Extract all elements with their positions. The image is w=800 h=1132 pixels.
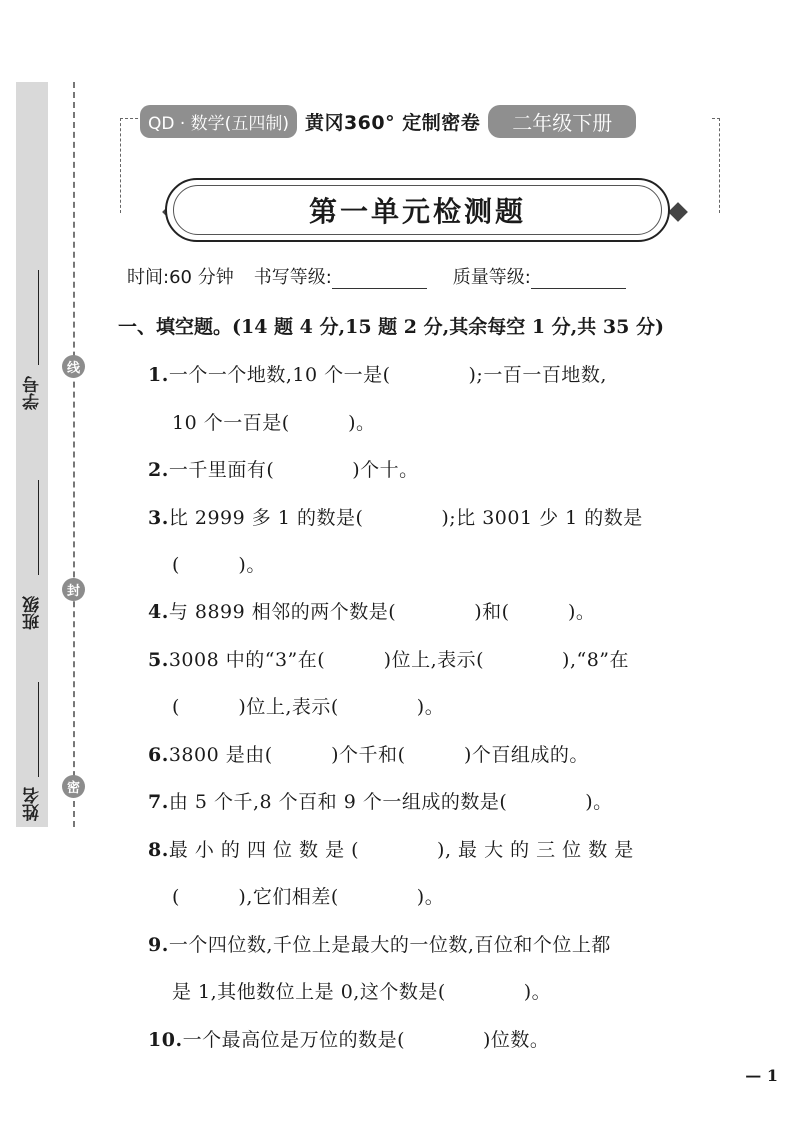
question-8 [148,835,634,862]
question-text: 比 2999 多 1 的数是( );比 3001 少 1 的数是 [168,507,643,529]
question-number: 2. [148,459,169,481]
question-text: 与 8899 相邻的两个数是( )和( )。 [168,601,596,623]
name-field[interactable] [16,682,48,827]
class-underline [38,480,39,575]
question-10 [148,1025,549,1052]
student-id-field[interactable] [16,270,48,410]
grade-pill: 二年级下册 [488,105,636,138]
question-number: 8. [148,839,169,861]
question-6 [148,740,589,767]
question-7 [148,787,613,814]
question-9 [148,930,611,957]
question-text: 由 5 个千,8 个百和 9 个一组成的数是( )。 [168,791,613,813]
question-1 [148,360,607,387]
writing-grade-blank[interactable] [332,267,427,289]
section-heading: 一、填空题。(14 题 4 分,15 题 2 分,其余每空 1 分,共 35 分) [118,316,664,338]
name-label: 姓名 [22,787,43,821]
name-underline [38,682,39,777]
exam-info-row [127,263,626,289]
question-number: 1. [148,364,169,386]
page-number: — 1 [745,1066,778,1085]
question-text: 一个四位数,千位上是最大的一位数,百位和个位上都 [168,934,611,956]
question-text: 最 小 的 四 位 数 是 ( ), 最 大 的 三 位 数 是 [168,839,634,861]
page-title: 第一单元检测题 [308,195,526,228]
seal-seal: 封 [62,578,85,601]
question-text: 3008 中的“3”在( )位上,表示( ),“8”在 [168,649,629,671]
quality-grade-label: 质量等级: [452,267,531,288]
question-9-cont: 是 1,其他数位上是 0,这个数是( )。 [172,981,552,1003]
class-label: 班级 [22,596,43,630]
brand-text: 黄冈360° 定制密卷 [304,111,481,134]
question-number: 4. [148,601,169,623]
question-text: 一个最高位是万位的数是( )位数。 [182,1029,550,1051]
question-text: 一千里面有( )个十。 [168,459,419,481]
question-1-cont: 10 个一百是( )。 [172,412,376,434]
question-text: 一个一个地数,10 个一是( );一百一百地数, [168,364,607,386]
seal-line: 线 [62,355,85,378]
question-4 [148,597,595,624]
question-number: 7. [148,791,169,813]
header-row [140,104,710,138]
question-3 [148,503,643,530]
time-text: 时间:60 分钟 [127,267,234,288]
student-id-underline [38,270,39,365]
question-5 [148,645,629,672]
question-number: 3. [148,507,169,529]
writing-grade-label: 书写等级: [253,267,332,288]
cut-line [73,82,75,827]
title-banner [165,178,670,242]
quality-grade-blank[interactable] [531,267,626,289]
seal-secret: 密 [62,775,85,798]
question-2 [148,455,419,482]
question-number: 6. [148,744,169,766]
class-field[interactable] [16,480,48,630]
series-pill: QD · 数学(五四制) [140,105,297,138]
question-number: 5. [148,649,169,671]
question-number: 9. [148,934,169,956]
question-5-cont: ( )位上,表示( )。 [172,696,445,718]
question-8-cont: ( ),它们相差( )。 [172,886,445,908]
student-id-label: 学号 [22,376,43,410]
question-text: 3800 是由( )个千和( )个百组成的。 [168,744,589,766]
question-3-cont: ( )。 [172,554,266,576]
question-number: 10. [148,1029,183,1051]
